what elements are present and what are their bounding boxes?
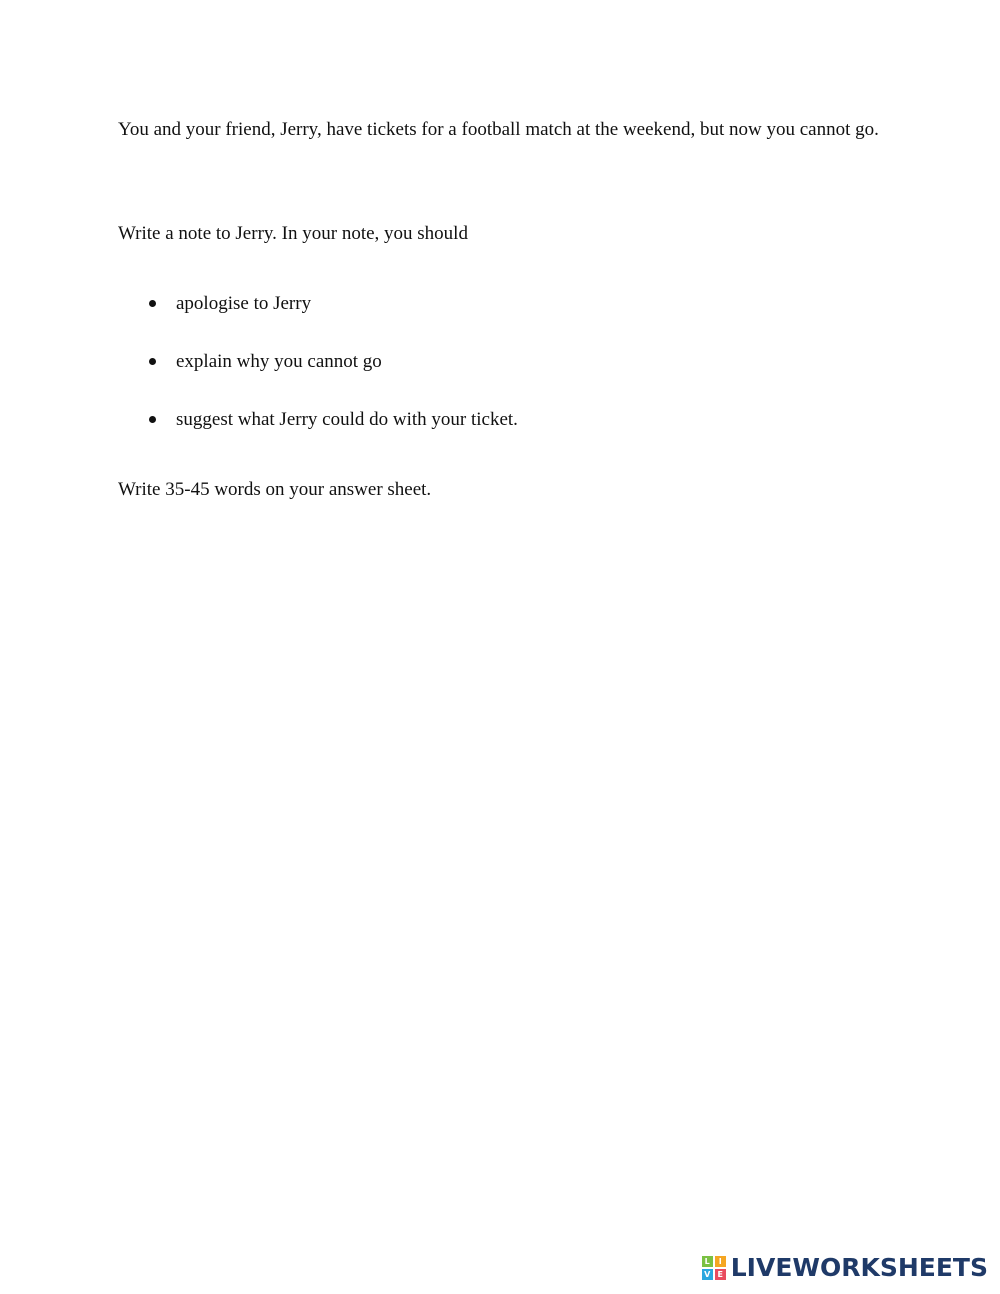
logo-mark-cell: L [702, 1256, 713, 1267]
instruction-paragraph: Write a note to Jerry. In your note, you should [118, 223, 468, 244]
task-text: explain why you cannot go [176, 351, 382, 372]
liveworksheets-logo [702, 1252, 988, 1284]
word-count-instruction: Write 35-45 words on your answer sheet. [118, 479, 432, 500]
logo-mark-icon [702, 1256, 726, 1280]
logo-mark-cell: I [715, 1256, 726, 1267]
task-item [0, 290, 1000, 348]
bullet-icon [147, 290, 157, 317]
task-item [0, 348, 1000, 406]
intro-paragraph: You and your friend, Jerry, have tickets for a football match at the weekend, but now you cannot go. [118, 119, 879, 140]
logo-mark-cell: E [715, 1269, 726, 1280]
bullet-icon [147, 406, 157, 433]
logo-mark-cell: V [702, 1269, 713, 1280]
task-list [0, 290, 1000, 464]
task-text: apologise to Jerry [176, 293, 312, 314]
task-item [0, 406, 1000, 464]
task-text: suggest what Jerry could do with your ticket. [176, 409, 518, 430]
logo-wordmark: LIVEWORKSHEETS [730, 1253, 988, 1282]
bullet-icon [147, 348, 157, 375]
